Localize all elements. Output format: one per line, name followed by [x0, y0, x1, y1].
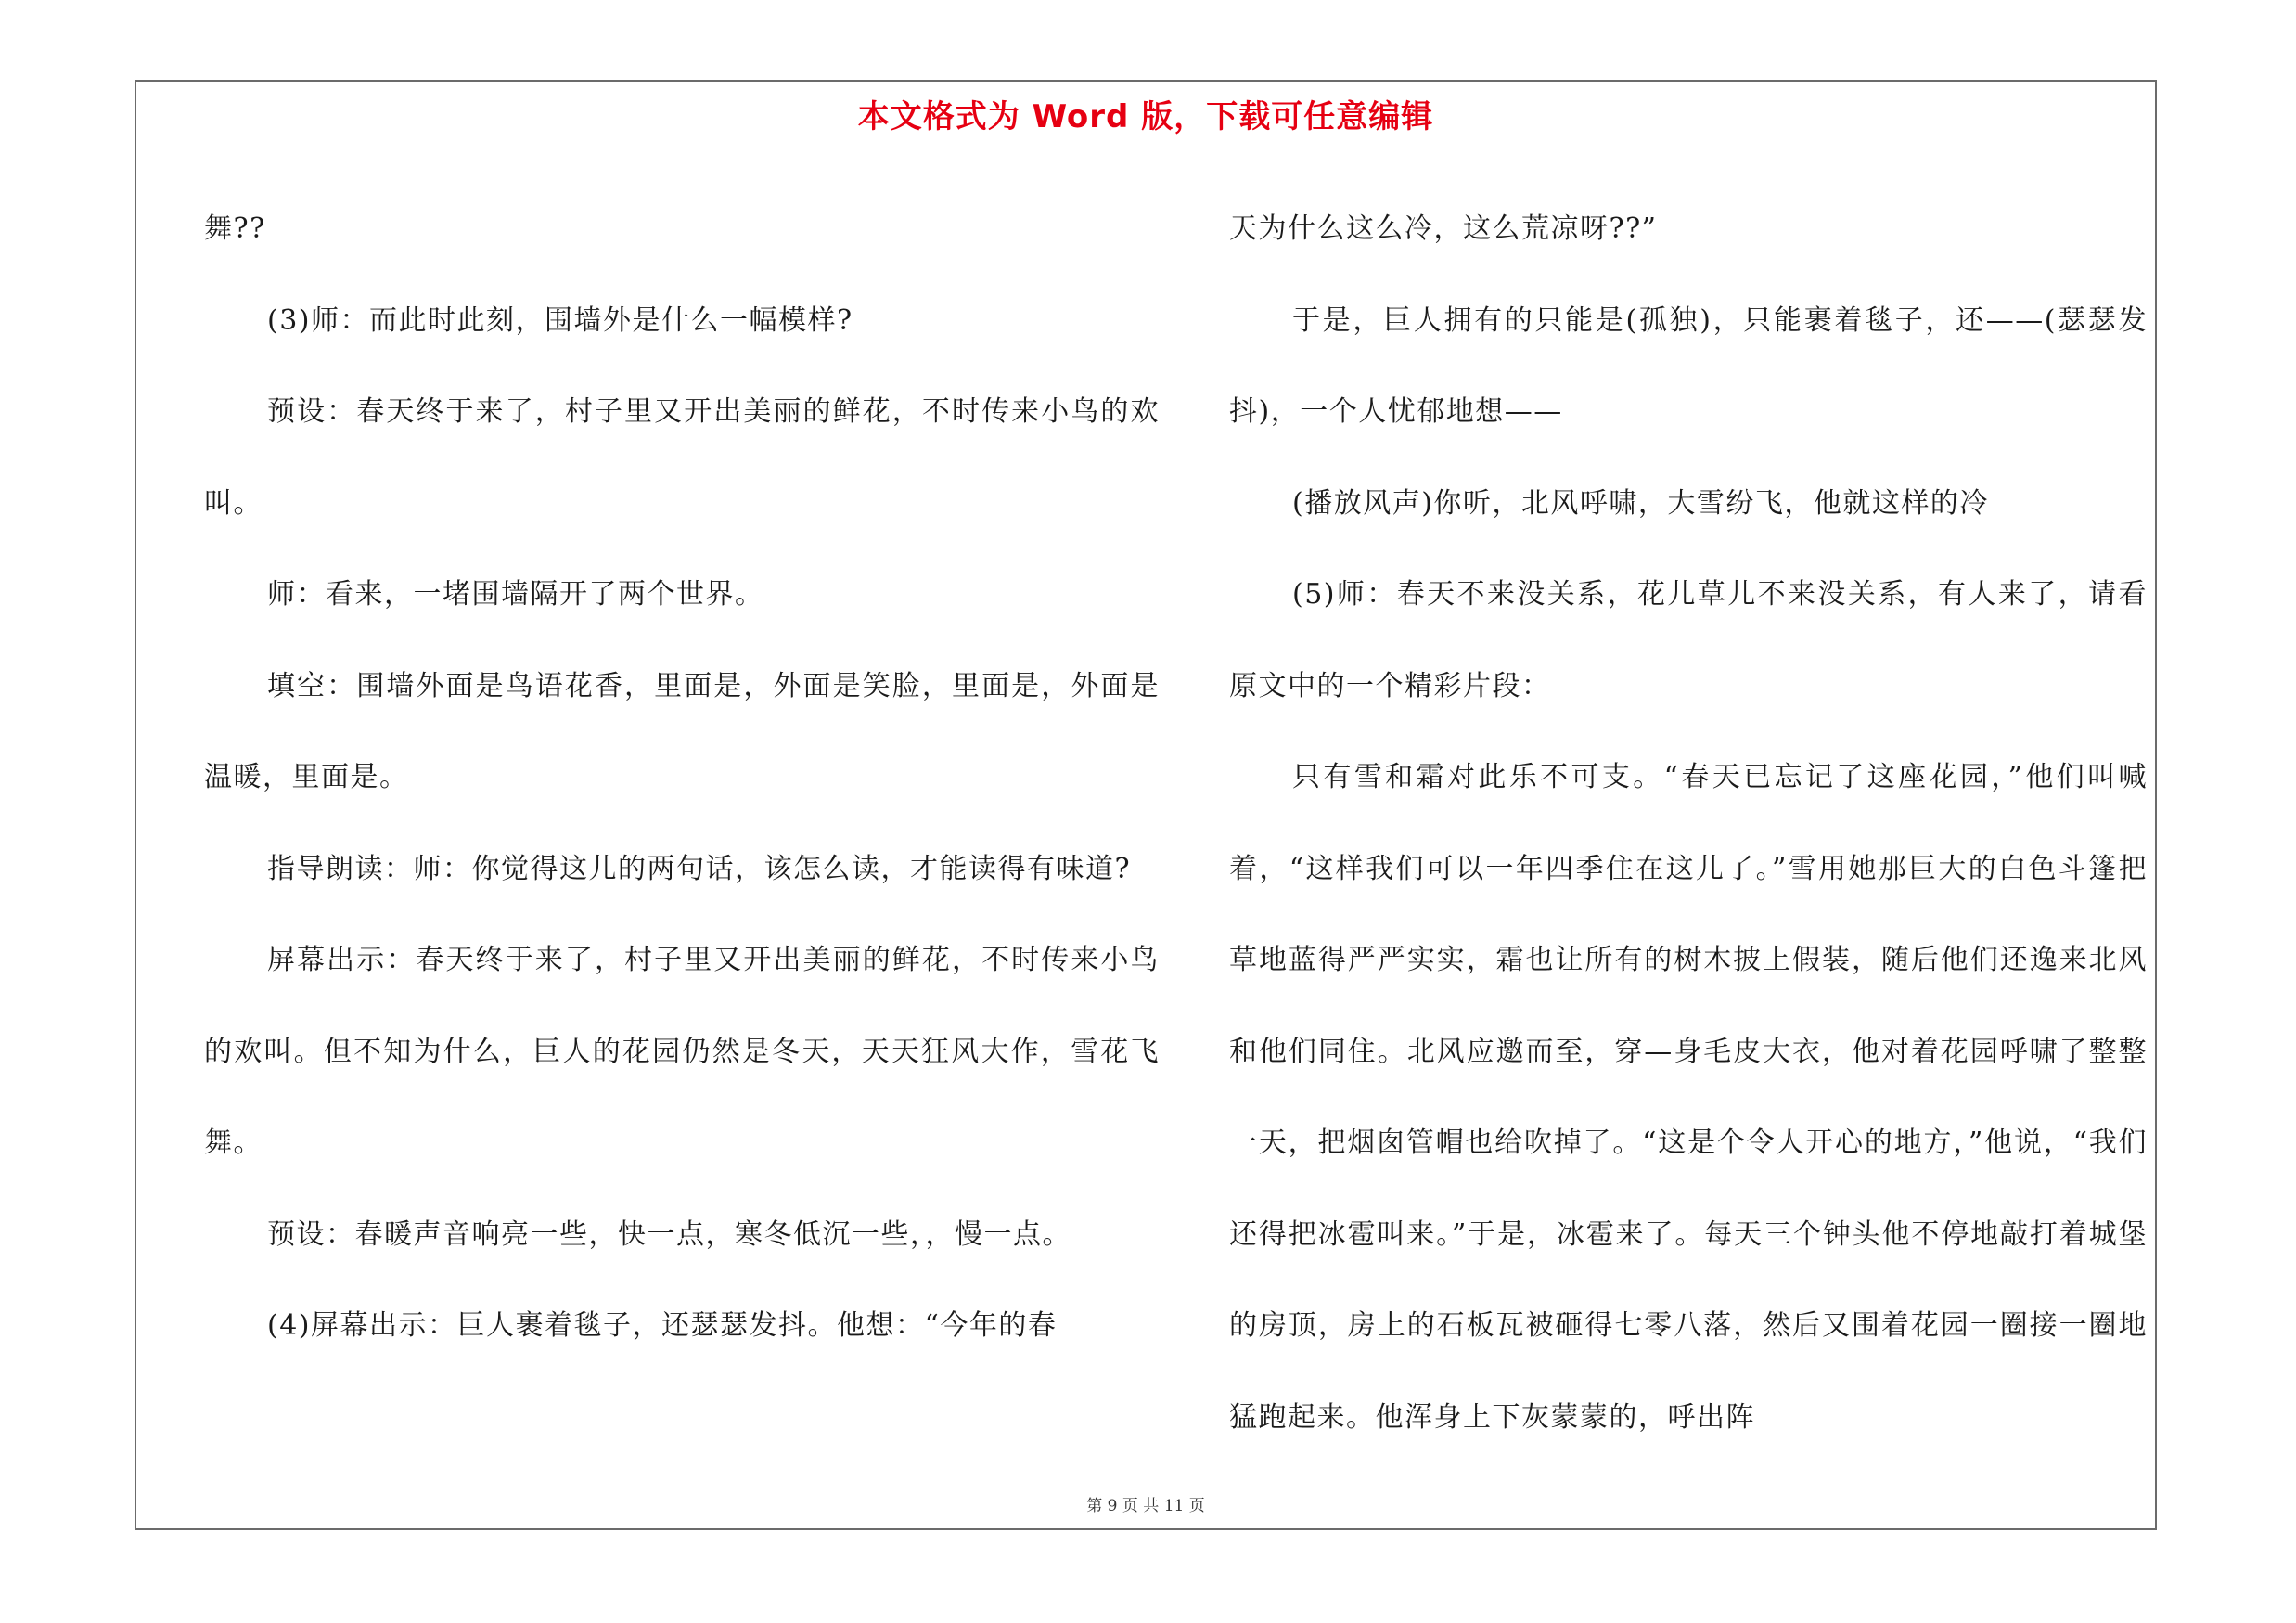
page-number: 第 9 页 共 11 页	[1086, 1497, 1205, 1515]
paragraph: 填空：围墙外面是鸟语花香，里面是，外面是笑脸，里面是，外面是温暖，里面是。	[204, 669, 1160, 793]
paragraph: 天为什么这么冷，这么荒凉呀??”	[1229, 213, 1658, 245]
paragraph: 于是，巨人拥有的只能是(孤独)，只能裹着毯子，还——(瑟瑟发抖)，一个人忧郁地想——	[1229, 303, 2148, 428]
paragraph: 指导朗读：师：你觉得这儿的两句话，该怎么读，才能读得有味道?	[267, 852, 1132, 885]
page-frame	[135, 80, 2157, 1530]
paragraph: 只有雪和霜对此乐不可支。“春天已忘记了这座花园，”他们叫喊着，“这样我们可以一年四季住在这儿了。”雪用她那巨大的白色斗篷把草地蓝得严严实实，霜也让所有的树木披上假装，随后他们还逸来北风和他们同住。北风应邀而至，穿—身毛皮大衣，他对着花园呼啸了整整一天，把烟囱管帽也给吹掉了。“这是个令人开心的地方，”他说，“我们还得把冰雹叫来。”于是，冰雹来了。每天三个钟头他不停地敲打着城堡的房顶，房上的石板瓦被砸得七零八落，然后又围着花园一圈接一圈地猛跑起来。他浑身上下灰蒙蒙的，呼出阵	[1229, 761, 2148, 1434]
paragraph: 舞??	[204, 213, 266, 245]
paragraph: (5)师：春天不来没关系，花儿草儿不来没关系，有人来了，请看原文中的一个精彩片段：	[1229, 578, 2148, 702]
paragraph: 屏幕出示：春天终于来了，村子里又开出美丽的鲜花，不时传来小鸟的欢叫。但不知为什么，巨人的花园仍然是冬天，天天狂风大作，雪花飞舞。	[204, 944, 1160, 1159]
paragraph: 师：看来，一堵围墙隔开了两个世界。	[267, 578, 764, 611]
paragraph: (播放风声)你听，北风呼啸，大雪纷飞，他就这样的冷	[1292, 486, 1989, 520]
paragraph: 预设：春天终于来了，村子里又开出美丽的鲜花，不时传来小鸟的欢叫。	[204, 395, 1160, 520]
format-banner: 本文格式为 Word 版，下载可任意编辑	[857, 98, 1434, 135]
paragraph: 预设：春暖声音响亮一些，快一点，寒冬低沉一些，，慢一点。	[267, 1217, 1071, 1251]
paragraph: (4)屏幕出示：巨人裹着毯子，还瑟瑟发抖。他想：“今年的春	[267, 1309, 1058, 1342]
paragraph: (3)师：而此时此刻，围墙外是什么一幅模样?	[267, 303, 853, 337]
left-column	[204, 184, 1160, 1372]
right-column	[1229, 184, 2148, 1463]
